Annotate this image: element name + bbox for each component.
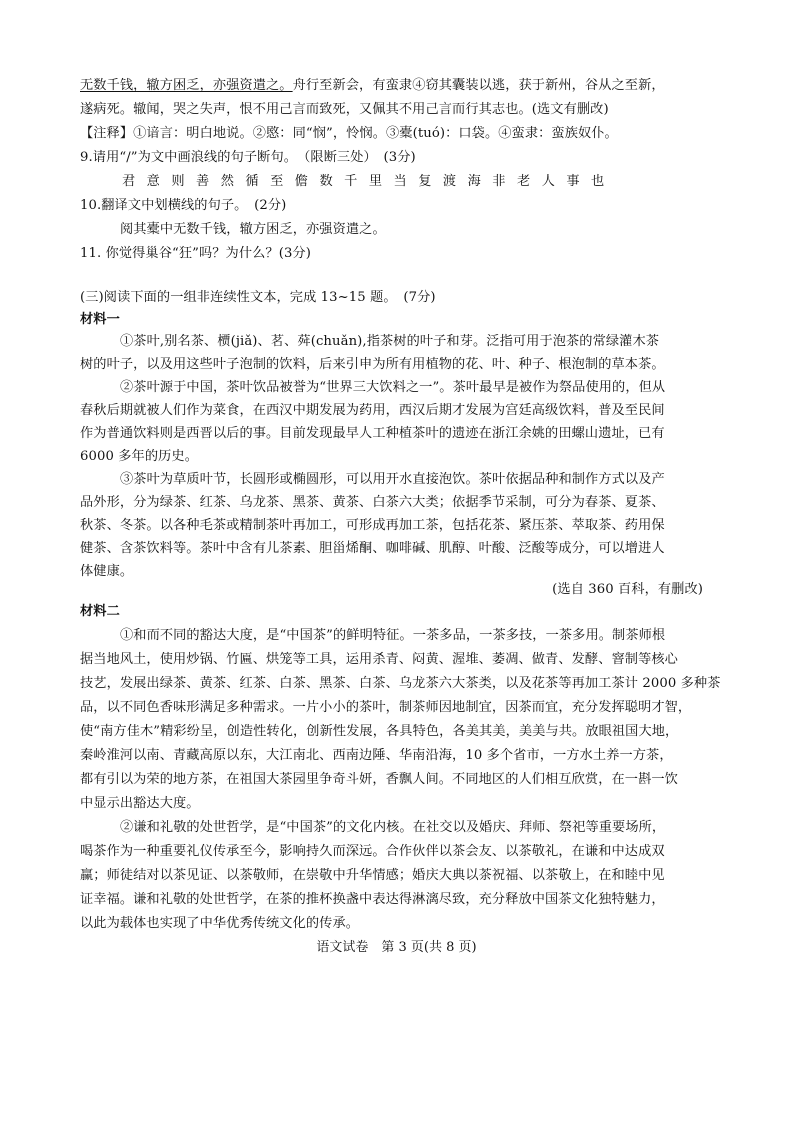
material-2-line: 证幸福。谦和礼敬的处世哲学，在茶的推杯换盏中表达得淋漓尽致，充分释放中国茶文化独特魅力， (80, 892, 665, 907)
material-1-line: ③茶叶为草质叶节，长圆形或椭圆形，可以用开水直接泡饮。茶叶依据品种和制作方式以及产 (120, 472, 665, 487)
material-2-line: 品，以不同色香味形满足多种需求。一片小小的茶叶，制茶师因地制宜，因茶而宜，充分发挥聪明才智， (80, 700, 692, 715)
material-2-line: 技艺，发展出绿茶、黄茶、红茶、白茶、黑茶、白茶、乌龙茶六大茶类，以及花茶等再加工茶计 2000 多种茶 (80, 676, 721, 691)
material-1-line: 品外形，分为绿茶、红茶、乌龙茶、黑茶、黄茶、白茶六大类；依据季节采制，可分为春茶、夏茶、 (80, 495, 665, 510)
material-1-line: ②茶叶源于中国，茶叶饮品被誉为“世界三大饮料之一”。茶叶最早是被作为祭品使用的，但从 (120, 380, 666, 395)
material-2-line: 据当地风土，使用炒锅、竹匾、烘笼等工具，运用杀青、闷黄、渥堆、萎凋、做青、发酵、窨制等核心 (80, 652, 678, 667)
classical-line-2: 遂病死。辙闻，哭之失声，恨不用己言而致死，又佩其不用己言而行其志也。(选文有删改) (80, 102, 609, 117)
underlined-sentence: 无数千钱，辙方困乏，亦强资遣之。 (80, 78, 293, 93)
material-1-line: 作为普通饮料则是西晋以后的事。目前发现最早人工种植茶叶的遗迹在浙江余姚的田螺山遗址，已有 (80, 426, 665, 441)
material-1-line: 秋茶、冬茶。以各种毛茶或精制茶叶再加工，可形成再加工茶，包括花茶、紧压茶、萃取茶、药用保 (80, 518, 665, 533)
question-9: 9.请用“/”为文中画浪线的句子断句。 （限断三处） (3分) (80, 150, 416, 165)
question-11: 11. 你觉得巢谷“狂”吗？为什么？(3分) (80, 246, 311, 261)
material-2-line: 都有引以为荣的地方茶，在祖国大茶园里争奇斗妍，香飘人间。不同地区的人们相互欣赏，在一斟一饮 (80, 772, 678, 787)
question-10: 10.翻译文中划横线的句子。 (2分) (80, 198, 287, 213)
material-2-title: 材料二 (80, 604, 120, 619)
page-footer: 语文试卷 第 3 页(共 8 页) (316, 940, 477, 955)
section-3-heading: (三)阅读下面的一组非连续性文本，完成 13~15 题。 (7分) (80, 290, 436, 305)
material-2-line: 喝茶作为一种重要礼仪传承至今，影响持久而深远。合作伙伴以茶会友、以茶敬礼，在谦和中达成双 (80, 844, 665, 859)
classical-line-1: 无数千钱，辙方困乏，亦强资遣之。舟行至新会，有蛮隶④窃其囊装以逃，获于新州，谷从之至新， (80, 78, 665, 93)
material-1-line: 6000 多年的历史。 (80, 449, 198, 464)
material-1-line: ①茶叶,别名茶、槚(jiǎ)、茗、荈(chuǎn),指茶树的叶子和芽。泛指可用于泡茶的常绿灌木茶 (120, 334, 660, 349)
material-2-line: 中显示出豁达大度。 (80, 796, 200, 811)
material-1-line: 健茶、含茶饮料等。茶叶中含有儿茶素、胆甾烯酮、咖啡碱、肌醇、叶酸、泛酸等成分，可以增进人 (80, 541, 665, 556)
material-2-line: 赢；师徒结对以茶见证、以茶敬师，在崇敬中升华情感；婚庆大典以茶祝福、以茶敬上，在和睦中见 (80, 868, 665, 883)
material-1-line: 体健康。 (80, 564, 134, 579)
material-2-line: 秦岭淮河以南、青藏高原以东，大江南北、西南边陲、华南沿海，10 多个省市，一方水土养一方茶， (80, 748, 673, 763)
material-1-title: 材料一 (80, 312, 120, 327)
annotation-notes: 【注释】①谙言：明白地说。②愍：同“悯”，怜悯。③橐(tuó)：口袋。④蛮隶：蛮族奴仆。 (80, 126, 618, 141)
material-1-line: 春秋后期就被人们作为菜食，在西汉中期发展为药用，西汉后期才发展为宫廷高级饮料，普及至民间 (80, 403, 665, 418)
question-9-sentence: 君意则善然循至儋数千里当复渡海非老人事也 (122, 174, 616, 189)
material-1-source: (选自 360 百科，有删改) (552, 582, 703, 597)
material-2-line: 使“南方佳木”精彩纷呈，创造性转化，创新性发展，各具特色，各美其美，美美与共。放眼祖国大地， (80, 724, 679, 739)
material-1-line: 树的叶子，以及用这些叶子泡制的饮料，后来引申为所有用植物的花、叶、种子、根泡制的草本茶。 (80, 357, 665, 372)
material-2-line: ①和而不同的豁达大度，是“中国茶”的鲜明特征。一茶多品，一茶多技，一茶多用。制茶师根 (120, 628, 666, 643)
material-2-line: ②谦和礼敬的处世哲学，是“中国茶”的文化内核。在社交以及婚庆、拜师、祭祀等重要场所， (120, 820, 666, 835)
material-2-line: 以此为载体也实现了中华优秀传统文化的传承。 (80, 916, 360, 931)
question-10-sentence: 阅其橐中无数千钱，辙方困乏，亦强资遣之。 (120, 222, 386, 237)
